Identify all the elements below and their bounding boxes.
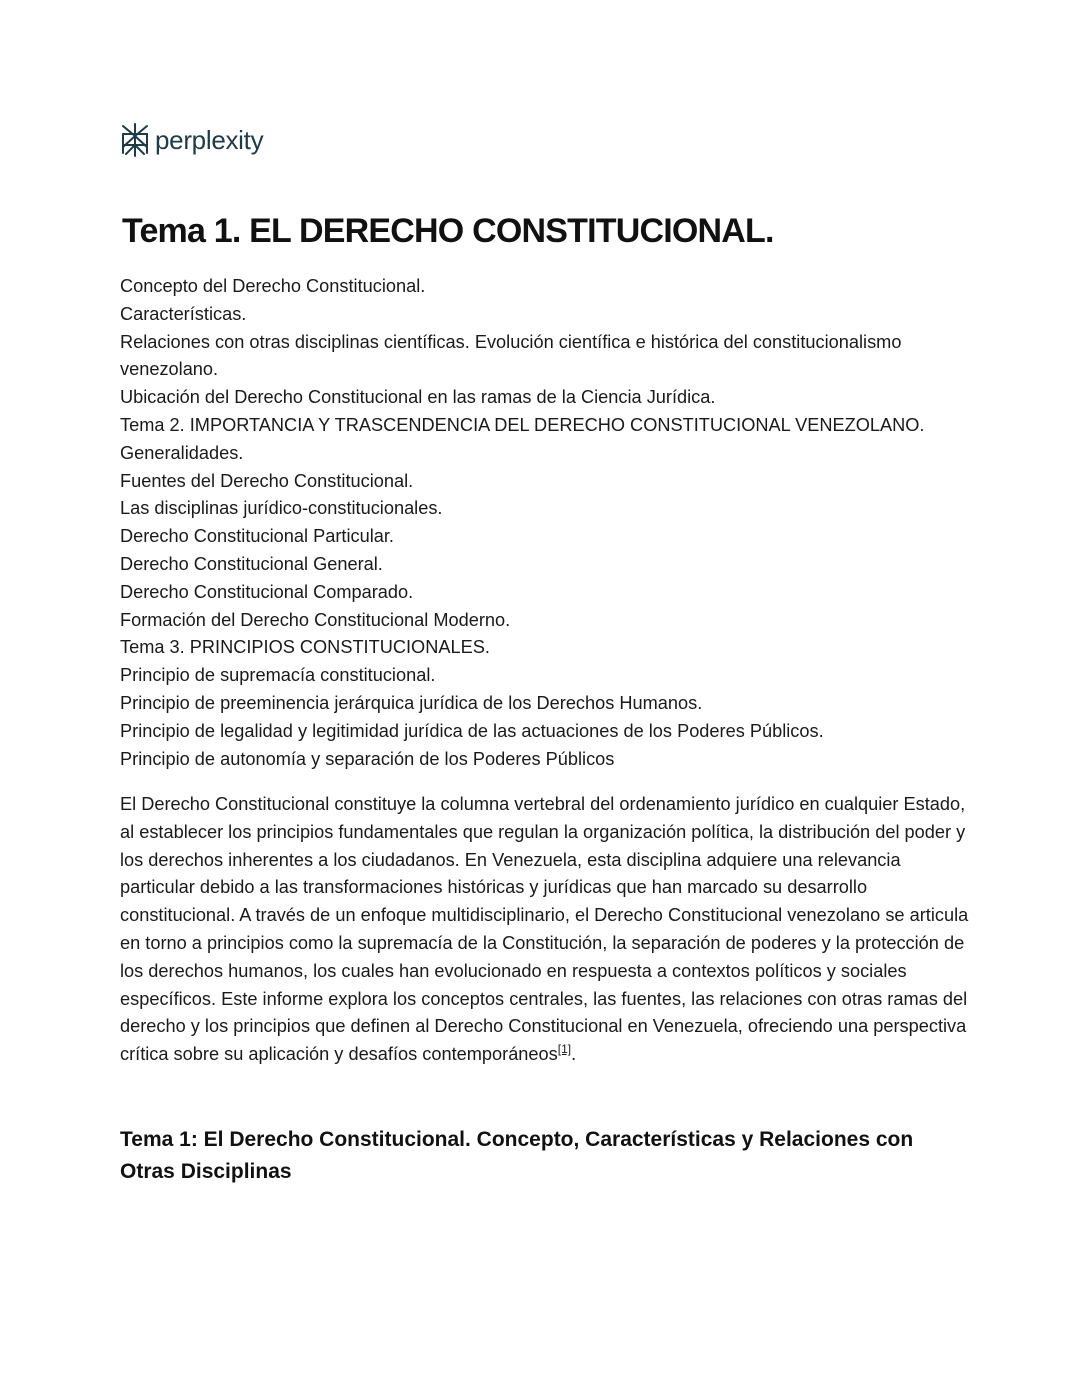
brand-logo bbox=[120, 122, 263, 158]
list-item: Ubicación del Derecho Constitucional en las ramas de la Ciencia Jurídica. bbox=[120, 387, 716, 408]
list-item: Tema 2. IMPORTANCIA Y TRASCENDENCIA DEL DERECHO CONSTITUCIONAL VENEZOLANO. bbox=[120, 414, 925, 435]
list-item: Tema 3. PRINCIPIOS CONSTITUCIONALES. bbox=[120, 637, 490, 658]
topic-list bbox=[120, 273, 970, 773]
list-item: Principio de autonomía y separación de los Poderes Públicos bbox=[120, 748, 615, 769]
list-item: Relaciones con otras disciplinas científicas. Evolución científica e histórica del constitucionalismo venezolano. bbox=[120, 331, 902, 380]
list-item: Principio de legalidad y legitimidad jurídica de las actuaciones de los Poderes Públicos. bbox=[120, 720, 824, 741]
perplexity-logo-icon bbox=[120, 123, 150, 157]
list-item: Principio de preeminencia jerárquica jurídica de los Derechos Humanos. bbox=[120, 692, 703, 713]
citation-link[interactable]: [1] bbox=[557, 1042, 572, 1057]
list-item: Derecho Constitucional Comparado. bbox=[120, 581, 414, 602]
list-item: Las disciplinas jurídico-constitucionales. bbox=[120, 498, 443, 519]
list-item: Fuentes del Derecho Constitucional. bbox=[120, 470, 414, 491]
list-item: Derecho Constitucional Particular. bbox=[120, 526, 394, 547]
intro-paragraph bbox=[120, 791, 970, 1069]
document-title: Tema 1. EL DERECHO CONSTITUCIONAL. bbox=[122, 212, 774, 250]
list-item: Derecho Constitucional General. bbox=[120, 553, 383, 574]
list-item: Formación del Derecho Constitucional Moderno. bbox=[120, 609, 511, 630]
list-item: Generalidades. bbox=[120, 442, 244, 463]
intro-text: El Derecho Constitucional constituye la columna vertebral del ordenamiento jurídico en cualquier Estado, al establecer los principios fundamentales que regulan la organización política, la distribución del poder y los derechos inherentes a los ciudadanos. En Venezuela, esta disciplina adquiere una relevancia particular debido a las transformaciones históricas y jurídicas que han marcado su desarrollo constitucional. A través de un enfoque multidisciplinario, el Derecho Constitucional venezolano se articula en torno a principios como la supremacía de la Constitución, la separación de poderes y la protección de los derechos humanos, los cuales han evolucionado en respuesta a contextos políticos y sociales específicos. Este informe explora los conceptos centrales, las fuentes, las relaciones con otras ramas del derecho y los principios que definen al Derecho Constitucional en Venezuela, ofreciendo una perspectiva crítica sobre su aplicación y desafíos contemporáneos bbox=[120, 794, 969, 1065]
list-item: Concepto del Derecho Constitucional. bbox=[120, 276, 426, 296]
list-item: Principio de supremacía constitucional. bbox=[120, 665, 436, 686]
brand-name: perplexity bbox=[155, 125, 264, 155]
list-item: Características. bbox=[120, 303, 247, 324]
section-heading: Tema 1: El Derecho Constitucional. Concepto, Características y Relaciones con Otras Disciplinas bbox=[120, 1128, 914, 1183]
intro-end: . bbox=[571, 1044, 577, 1065]
